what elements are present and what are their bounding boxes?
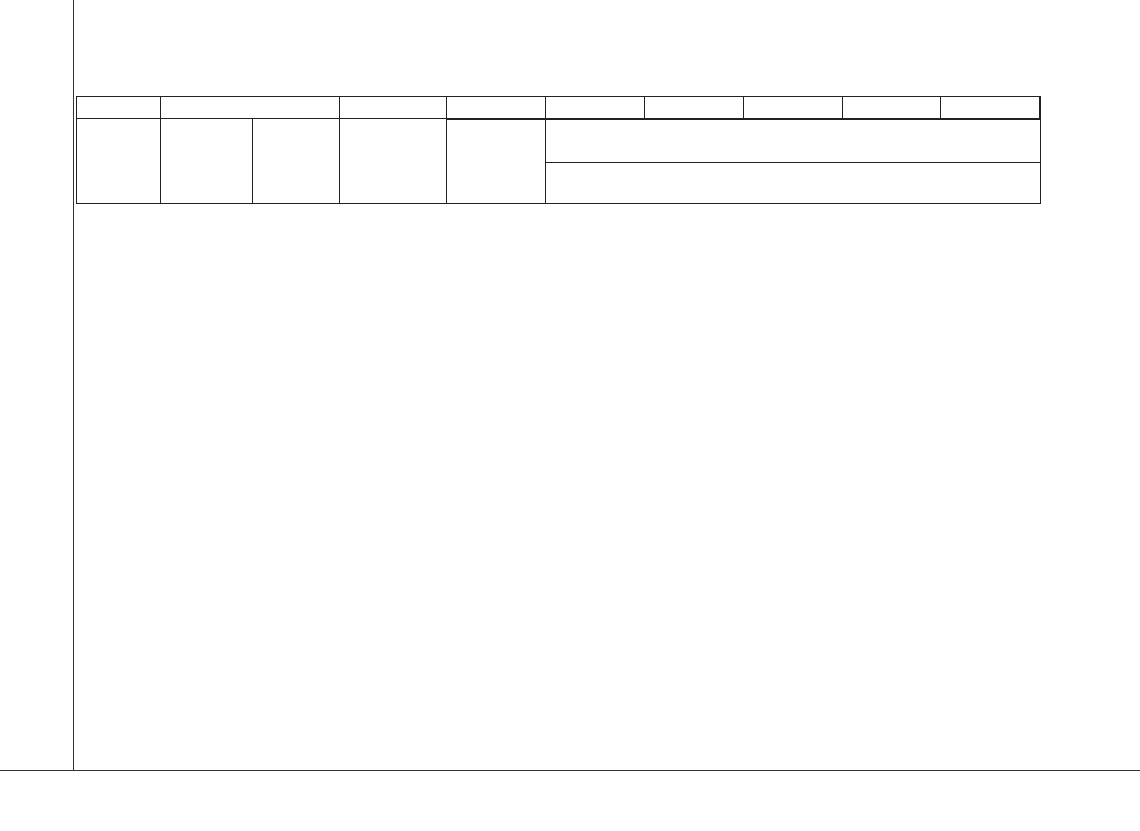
header-layers-le4 [546, 97, 645, 119]
header-condition [161, 97, 340, 119]
pinlam-capability-table [76, 96, 1041, 204]
ring-value-cell [546, 120, 1041, 163]
header-layers-13-16 [843, 97, 941, 119]
left-margin-rule [73, 0, 74, 771]
header-layers-5-8 [645, 97, 744, 119]
condition-pp-cell [253, 119, 340, 204]
capability-name-cell [77, 119, 161, 204]
type-inner-ring-cell [447, 120, 546, 204]
bottom-rule [0, 770, 1140, 771]
prelam-cell [340, 119, 447, 204]
header-layers-ge21 [1040, 97, 1041, 119]
header-layers-17-20 [941, 97, 1040, 119]
ring-reject-cell [546, 163, 1041, 204]
header-capability-name [77, 97, 161, 119]
header-prelam [340, 97, 447, 119]
condition-board-cell [161, 119, 253, 204]
table-header-row [77, 97, 1041, 119]
header-capability-type [447, 97, 546, 119]
header-layers-9-12 [744, 97, 843, 119]
